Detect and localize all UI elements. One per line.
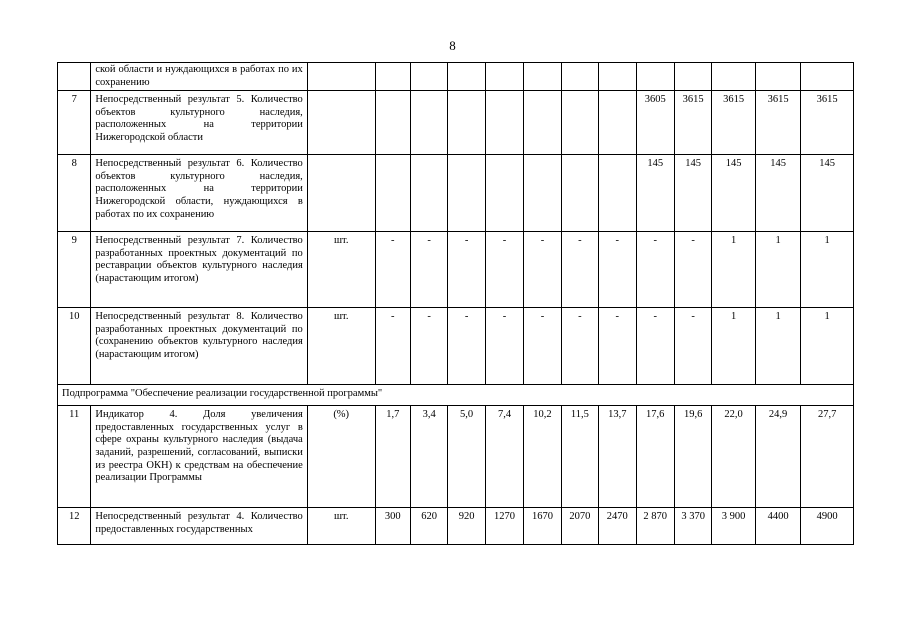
value-cell: -: [375, 232, 410, 308]
value-cell: 1: [712, 308, 755, 385]
table-row: [58, 155, 854, 232]
value-cell: 3615: [755, 91, 801, 155]
value-cell: [561, 63, 598, 91]
value-cell: [561, 155, 598, 232]
unit-cell: шт.: [307, 308, 375, 385]
value-cell: [448, 155, 485, 232]
value-cell: -: [448, 232, 485, 308]
value-cell: -: [485, 232, 523, 308]
value-cell: -: [375, 308, 410, 385]
value-cell: 145: [712, 155, 755, 232]
value-cell: [755, 63, 801, 91]
unit-cell: [307, 155, 375, 232]
value-cell: [375, 63, 410, 91]
value-cell: [561, 91, 598, 155]
value-cell: -: [448, 308, 485, 385]
value-cell: 24,9: [755, 406, 801, 508]
value-cell: 1,7: [375, 406, 410, 508]
value-cell: [448, 63, 485, 91]
indicator-description: Непосредственный результат 5. Количество объектов культурного наследия, расположенных на территории Нижегородской области: [91, 91, 307, 155]
value-cell: -: [599, 232, 636, 308]
unit-cell: шт.: [307, 232, 375, 308]
unit-cell: [307, 91, 375, 155]
value-cell: 3615: [712, 91, 755, 155]
table-row: [58, 308, 854, 385]
value-cell: [410, 63, 447, 91]
value-cell: 145: [801, 155, 854, 232]
value-cell: -: [636, 308, 674, 385]
value-cell: 1: [712, 232, 755, 308]
value-cell: 4400: [755, 508, 801, 545]
value-cell: 17,6: [636, 406, 674, 508]
row-number: 10: [58, 308, 91, 385]
value-cell: [410, 91, 447, 155]
value-cell: -: [636, 232, 674, 308]
value-cell: 10,2: [524, 406, 561, 508]
value-cell: [485, 63, 523, 91]
value-cell: 3,4: [410, 406, 447, 508]
unit-cell: (%): [307, 406, 375, 508]
value-cell: 620: [410, 508, 447, 545]
value-cell: 920: [448, 508, 485, 545]
row-number: 12: [58, 508, 91, 545]
value-cell: [485, 91, 523, 155]
page-number: 8: [449, 38, 456, 53]
value-cell: -: [561, 232, 598, 308]
value-cell: 5,0: [448, 406, 485, 508]
value-cell: [375, 91, 410, 155]
table-body: [58, 63, 854, 545]
value-cell: 3615: [674, 91, 711, 155]
row-number: [58, 63, 91, 91]
section-row: [58, 385, 854, 406]
indicator-description: Индикатор 4. Доля увеличения предоставленных государственных услуг в сфере охраны культурного наследия (выдача заданий, разрешений, согласований, выписки из реестра ОКН) к средствам на обеспечение реализации Программы: [91, 406, 307, 508]
table-row: [58, 232, 854, 308]
value-cell: [410, 155, 447, 232]
value-cell: [599, 155, 636, 232]
value-cell: 22,0: [712, 406, 755, 508]
unit-cell: [307, 63, 375, 91]
value-cell: 4900: [801, 508, 854, 545]
value-cell: [636, 63, 674, 91]
value-cell: [485, 155, 523, 232]
value-cell: 1: [801, 232, 854, 308]
value-cell: 3605: [636, 91, 674, 155]
value-cell: -: [561, 308, 598, 385]
indicator-description: Непосредственный результат 7. Количество разработанных проектных документаций по реставрации объектов культурного наследия (нарастающим итогом): [91, 232, 307, 308]
value-cell: 2470: [599, 508, 636, 545]
value-cell: 11,5: [561, 406, 598, 508]
value-cell: 1: [755, 232, 801, 308]
row-number: 8: [58, 155, 91, 232]
row-number: 11: [58, 406, 91, 508]
value-cell: -: [674, 232, 711, 308]
value-cell: 145: [636, 155, 674, 232]
value-cell: 2 870: [636, 508, 674, 545]
value-cell: 300: [375, 508, 410, 545]
value-cell: 1: [801, 308, 854, 385]
value-cell: [801, 63, 854, 91]
value-cell: [375, 155, 410, 232]
value-cell: [524, 63, 561, 91]
value-cell: 145: [755, 155, 801, 232]
value-cell: 27,7: [801, 406, 854, 508]
value-cell: 3 370: [674, 508, 711, 545]
table-row: [58, 508, 854, 545]
value-cell: 3 900: [712, 508, 755, 545]
value-cell: [599, 91, 636, 155]
row-number: 7: [58, 91, 91, 155]
unit-cell: шт.: [307, 508, 375, 545]
value-cell: 1670: [524, 508, 561, 545]
indicator-description: Непосредственный результат 4. Количество предоставленных государственных: [91, 508, 307, 545]
value-cell: 2070: [561, 508, 598, 545]
value-cell: -: [410, 232, 447, 308]
indicator-description: Непосредственный результат 6. Количество объектов культурного наследия, расположенных на территории Нижегородской области, нуждающихся в работах по их сохранению: [91, 155, 307, 232]
value-cell: 1: [755, 308, 801, 385]
table-row: [58, 63, 854, 91]
indicator-description: Непосредственный результат 8. Количество разработанных проектных документаций по (сохранению объектов культурного наследия (нарастающим итогом): [91, 308, 307, 385]
indicator-description: ской области и нуждающихся в работах по их сохранению: [91, 63, 307, 91]
value-cell: 19,6: [674, 406, 711, 508]
value-cell: 145: [674, 155, 711, 232]
value-cell: [599, 63, 636, 91]
section-title: Подпрограмма "Обеспечение реализации государственной программы": [58, 385, 854, 406]
value-cell: 7,4: [485, 406, 523, 508]
table-row: [58, 406, 854, 508]
row-number: 9: [58, 232, 91, 308]
value-cell: -: [410, 308, 447, 385]
value-cell: [712, 63, 755, 91]
value-cell: -: [599, 308, 636, 385]
value-cell: [448, 91, 485, 155]
value-cell: -: [524, 308, 561, 385]
value-cell: [524, 91, 561, 155]
value-cell: -: [485, 308, 523, 385]
value-cell: 3615: [801, 91, 854, 155]
value-cell: 1270: [485, 508, 523, 545]
value-cell: [674, 63, 711, 91]
value-cell: 13,7: [599, 406, 636, 508]
value-cell: [524, 155, 561, 232]
indicators-table: [57, 62, 854, 545]
table-row: [58, 91, 854, 155]
value-cell: -: [674, 308, 711, 385]
value-cell: -: [524, 232, 561, 308]
